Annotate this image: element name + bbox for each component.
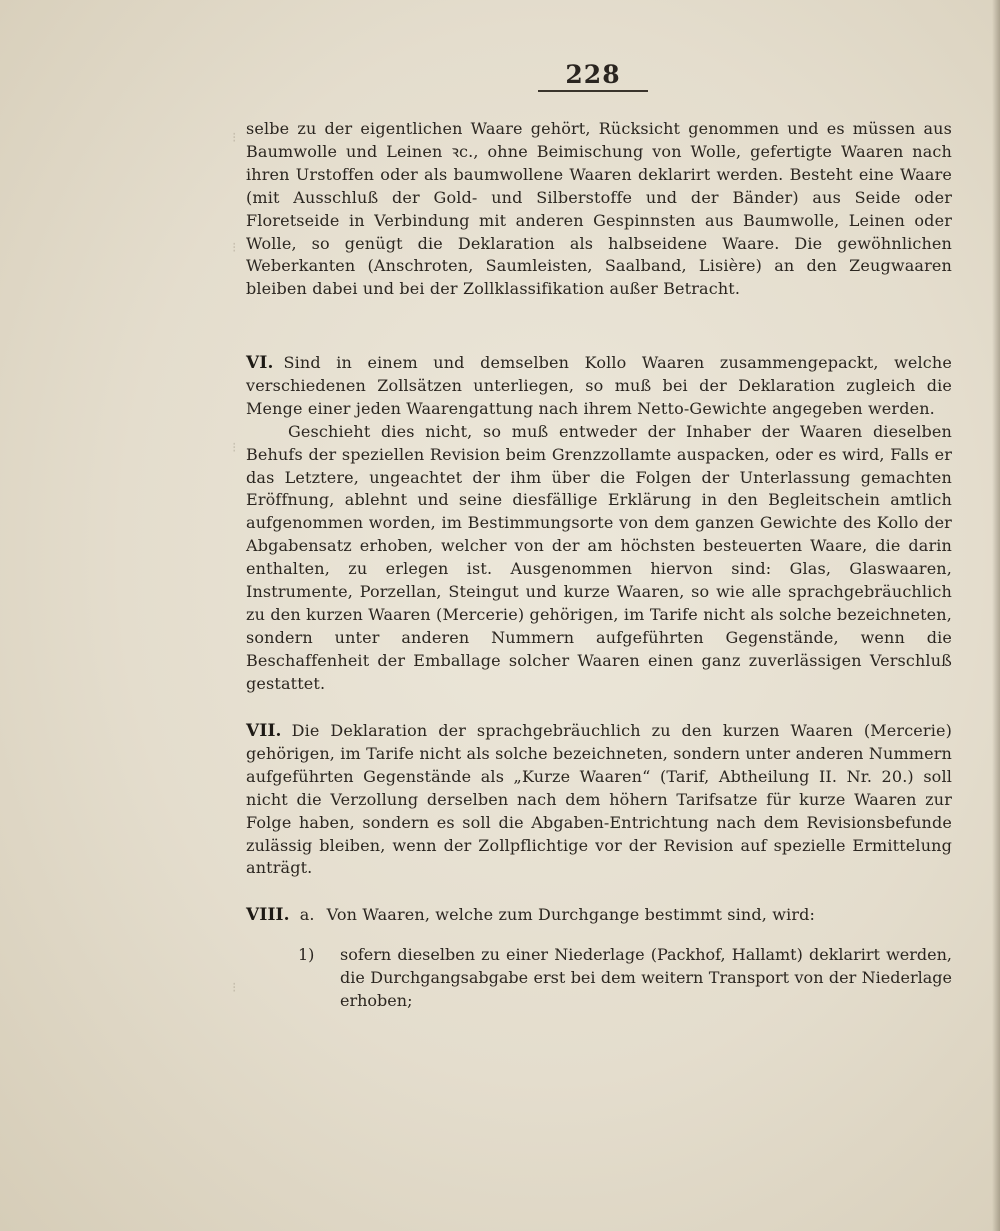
continuation-paragraph xyxy=(246,118,952,301)
section-vi xyxy=(246,352,952,696)
section-vi-text-1: Sind in einem und demselben Kollo Waaren zusammengepackt, welche verschiedenen Zollsätzen unterliegen, so muß bei der Deklaration zugleich die Menge einer jeden Waarengattung nach ihrem Netto-Gewichte angegeben werden. xyxy=(246,353,952,418)
section-vii xyxy=(246,720,952,880)
list-item-number: 1) xyxy=(298,945,315,964)
continuation-text: selbe zu der eigentlichen Waare gehört, Rücksicht genommen und es müssen aus Baumwolle und Leinen ꝛc., ohne Beimischung von Wolle, gefertigte Waaren nach ihren Urstoffen oder als baumwollene Waaren deklarirt werden. Besteht eine Waare (mit Ausschluß der Gold- und Silberstoffe und der Bänder) aus Seide oder Floretseide in Verbindung mit anderen Gespinnsten aus Baumwolle, Leinen oder Wolle, so genügt die Deklaration als halbseidene Waare. Die gewöhnlichen Weberkanten (Anschroten, Saumleisten, Saalband, Lisière) an den Zeugwaaren bleiben dabei und bei der Zollklassifikation außer Betracht. xyxy=(246,119,952,299)
page-number-rule xyxy=(538,90,648,92)
section-vii-paragraph xyxy=(246,720,952,880)
section-vi-paragraph-1 xyxy=(246,352,952,421)
section-vi-number: VI. xyxy=(246,353,274,373)
section-viii-letter: a. xyxy=(299,905,315,924)
section-viii xyxy=(246,904,952,927)
section-viii-number: VIII. xyxy=(246,905,290,925)
section-vi-paragraph-2: Geschieht dies nicht, so muß entweder der Inhaber der Waaren dieselben Behufs der speziellen Revision beim Grenzzollamte auspacken, oder es wird, Falls er das Letztere, ungeachtet der ihm über die Folgen der Unterlassung gemachten Eröffnung, ablehnt und seine diesfällige Erklärung in den Begleitschein amtlich aufgenommen worden, im Bestimmungsorte von dem ganzen Gewichte des Kollo der Abgabensatz erhoben, welcher von der am höchsten besteuerten Waare, die darin enthalten, zu erlegen ist. Ausgenommen hiervon sind: Glas, Glaswaaren, Instrumente, Porzellan, Steingut und kurze Waaren, so wie alle sprachgebräuchlich zu den kurzen Waaren (Mercerie) gehörigen, im Tarife nicht als solche bezeichneten, sondern unter anderen Nummern aufgeführten Gegenstände, wenn die Beschaffenheit der Emballage solcher Waaren einen ganz zuverlässigen Verschluß gestattet. xyxy=(246,421,952,693)
list-item xyxy=(300,944,952,1013)
section-viii-intro-text: Von Waaren, welche zum Durchgange bestimmt sind, wird: xyxy=(326,905,816,924)
section-viii-intro xyxy=(246,904,952,927)
bleed-through-mark: ⁝ xyxy=(232,130,237,146)
bleed-through-mark: ⁝ xyxy=(232,440,237,456)
bleed-through-mark: ⁝ xyxy=(232,980,237,996)
bleed-through-mark: ⁝ xyxy=(232,240,237,256)
section-vii-number: VII. xyxy=(246,721,282,741)
list-item-text: sofern dieselben zu einer Niederlage (Packhof, Hallamt) deklarirt werden, die Durchgangsabgabe erst bei dem weitern Transport von der Niederlage erhoben; xyxy=(340,945,952,1010)
page-number: 228 xyxy=(565,60,621,89)
section-vii-text: Die Deklaration der sprachgebräuchlich zu den kurzen Waaren (Mercerie) gehörigen, im Tarife nicht als solche bezeichneten, sondern unter anderen Nummern aufgeführten Gegenstände als „Kurze Waaren“ (Tarif, Abtheilung II. Nr. 20.) soll nicht die Verzollung derselben nach dem höhern Tarifsatze für kurze Waaren zur Folge haben, sondern es soll die Abgaben-Entrichtung nach dem Revisionsbefunde zulässig bleiben, wenn der Zollpflichtige vor der Revision auf spezielle Ermittelung anträgt. xyxy=(246,721,952,878)
